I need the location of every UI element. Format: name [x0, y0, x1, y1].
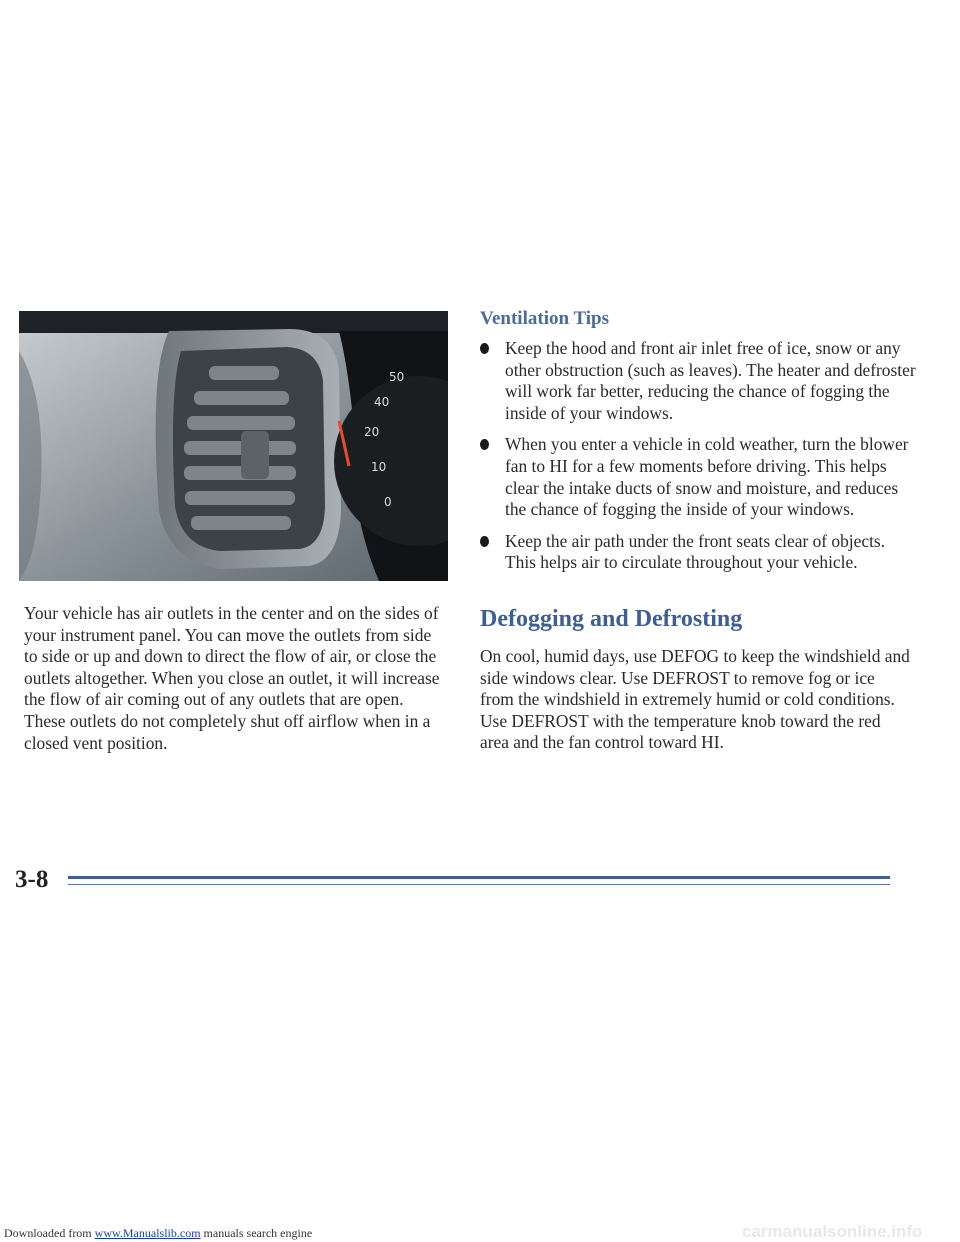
defogging-heading: Defogging and Defrosting: [480, 606, 743, 632]
footer-suffix: manuals search engine: [200, 1226, 313, 1240]
watermark: carmanualsonline.info: [742, 1222, 923, 1241]
svg-text:0: 0: [384, 495, 392, 509]
page-number: 3-8: [15, 866, 49, 893]
list-item-text: When you enter a vehicle in cold weather, turn the blower fan to HI for a few moments before driving. This helps clear the intake ducts of snow and moisture, and reduces the chance of fogging the inside of your windows.: [505, 434, 909, 520]
vent-illustration: [19, 311, 448, 581]
footer-prefix: Downloaded from: [4, 1226, 95, 1240]
list-item-text: Keep the hood and front air inlet free of ice, snow or any other obstruction (such as leaves). The heater and defroster will work far better, reducing the chance of fogging the inside of your windows.: [505, 338, 916, 423]
download-footer: [4, 1226, 312, 1241]
svg-text:10: 10: [371, 460, 387, 474]
bullet-icon: [480, 439, 489, 450]
svg-text:50: 50: [389, 370, 405, 384]
defogging-paragraph: On cool, humid days, use DEFOG to keep the windshield and side windows clear. Use DEFROST to remove fog or ice from the windshield in extremely humid or cold conditions. Use DEFROST with the temperature knob toward the red area and the fan control toward HI.: [480, 646, 910, 753]
air-outlet-photo: [19, 311, 448, 581]
ventilation-tips-list: [478, 338, 918, 584]
ventilation-tips-heading: Ventilation Tips: [480, 308, 610, 329]
footer-rule: [68, 876, 890, 879]
list-item: [478, 531, 918, 574]
manualslib-link[interactable]: www.Manualslib.com: [94, 1226, 201, 1240]
bullet-icon: [480, 536, 489, 547]
footer-rule-thin: [68, 884, 890, 885]
outlets-paragraph: Your vehicle has air outlets in the center and on the sides of your instrument panel. You can move the outlets from side to side or up and down to direct the flow of air, or close the outlets altogether. When you close an outlet, it will increase the flow of air coming out of any outlets that are open. These outlets do not completely shut off airflow when in a closed vent position.: [24, 603, 440, 753]
list-item: [478, 338, 918, 424]
svg-text:40: 40: [374, 395, 390, 409]
svg-text:20: 20: [364, 425, 380, 439]
list-item: [478, 434, 918, 520]
list-item-text: Keep the air path under the front seats clear of objects. This helps air to circulate throughout your vehicle.: [505, 530, 886, 573]
bullet-icon: [480, 343, 489, 354]
